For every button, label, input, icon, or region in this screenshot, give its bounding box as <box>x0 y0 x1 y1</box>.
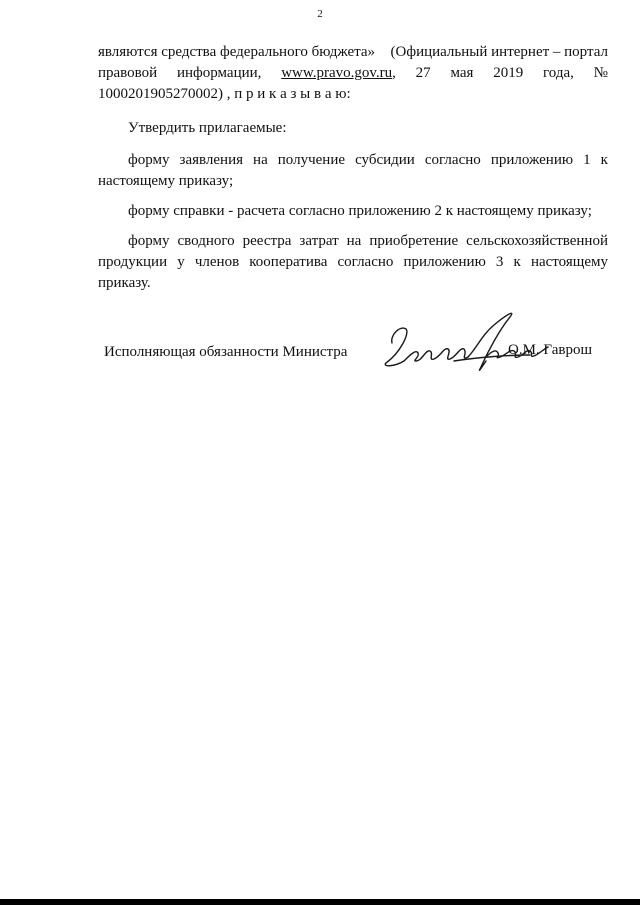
text-line <box>98 231 608 252</box>
text-fragment: являются средства федерального бюджета» <box>98 44 376 60</box>
word: на <box>253 152 268 168</box>
text-fragment: года, <box>542 65 574 81</box>
text-fragment: (Официальный интернет – портал <box>390 44 608 60</box>
word: 1 <box>583 152 591 168</box>
word: согласно <box>424 152 481 168</box>
word: сводного <box>177 233 235 249</box>
word: на <box>346 233 362 249</box>
word: у <box>177 254 185 270</box>
signature-block <box>100 340 600 380</box>
word: приобретение <box>369 233 459 249</box>
text-fragment: 27 <box>415 65 431 81</box>
paragraph-legal-basis <box>98 42 608 105</box>
word: форму <box>128 152 170 168</box>
page-bottom-edge <box>0 899 640 905</box>
text-fragment: мая <box>450 65 474 81</box>
text-line <box>98 201 608 222</box>
word: 3 <box>495 254 504 270</box>
text-line <box>98 171 608 192</box>
page-number: 2 <box>317 8 323 20</box>
text-fragment: 2019 <box>493 65 524 81</box>
text-line <box>98 63 608 84</box>
signature-stroke <box>385 328 407 366</box>
text-line <box>98 252 608 273</box>
text-line <box>98 84 608 105</box>
text-line <box>98 118 608 139</box>
word: приложению <box>490 152 574 168</box>
text-fragment: форму справки - расчета согласно приложению 2 к настоящему приказу; <box>128 203 592 219</box>
paragraph-form-application <box>98 150 608 192</box>
handwritten-signature <box>360 295 560 375</box>
word: затрат <box>299 233 339 249</box>
word: реестра <box>242 233 292 249</box>
text-fragment: № <box>593 65 608 81</box>
word: настоящему <box>530 254 608 270</box>
pravo-link[interactable]: www.pravo.gov.ru <box>281 65 393 81</box>
text-fragment: приказу. <box>98 275 151 291</box>
text-fragment: Утвердить прилагаемые: <box>128 120 287 136</box>
word: согласно <box>337 254 394 270</box>
signature-stroke <box>404 349 448 361</box>
paragraph-form-registry <box>98 231 608 294</box>
signatory-title: Исполняющая обязанности Министра <box>104 344 348 360</box>
word: к <box>513 254 521 270</box>
text-line <box>98 150 608 171</box>
comma: , <box>392 65 396 81</box>
signature-stroke <box>468 313 512 370</box>
text-fragment: настоящему приказу; <box>98 173 234 189</box>
signatory-name: О.М. Гаврош <box>508 342 593 358</box>
paragraph-form-certificate <box>98 201 608 222</box>
word: приложению <box>403 254 486 270</box>
text-line <box>98 42 608 63</box>
word: кооператива <box>249 254 328 270</box>
text-fragment <box>281 63 396 84</box>
word: форму <box>128 233 170 249</box>
word: заявления <box>179 152 243 168</box>
word: членов <box>194 254 240 270</box>
text-line <box>98 273 608 294</box>
signature-stroke <box>448 349 468 360</box>
word: получение <box>277 152 346 168</box>
text-fragment: 1000201905270002) , п р и к а з ы в а ю: <box>98 86 351 102</box>
word: продукции <box>98 254 168 270</box>
word: субсидии <box>355 152 415 168</box>
paragraph-approve <box>98 118 608 139</box>
text-fragment: правовой <box>98 65 158 81</box>
word: к <box>600 152 608 168</box>
text-fragment: информации, <box>176 65 262 81</box>
word: сельскохозяйственной <box>466 233 608 249</box>
